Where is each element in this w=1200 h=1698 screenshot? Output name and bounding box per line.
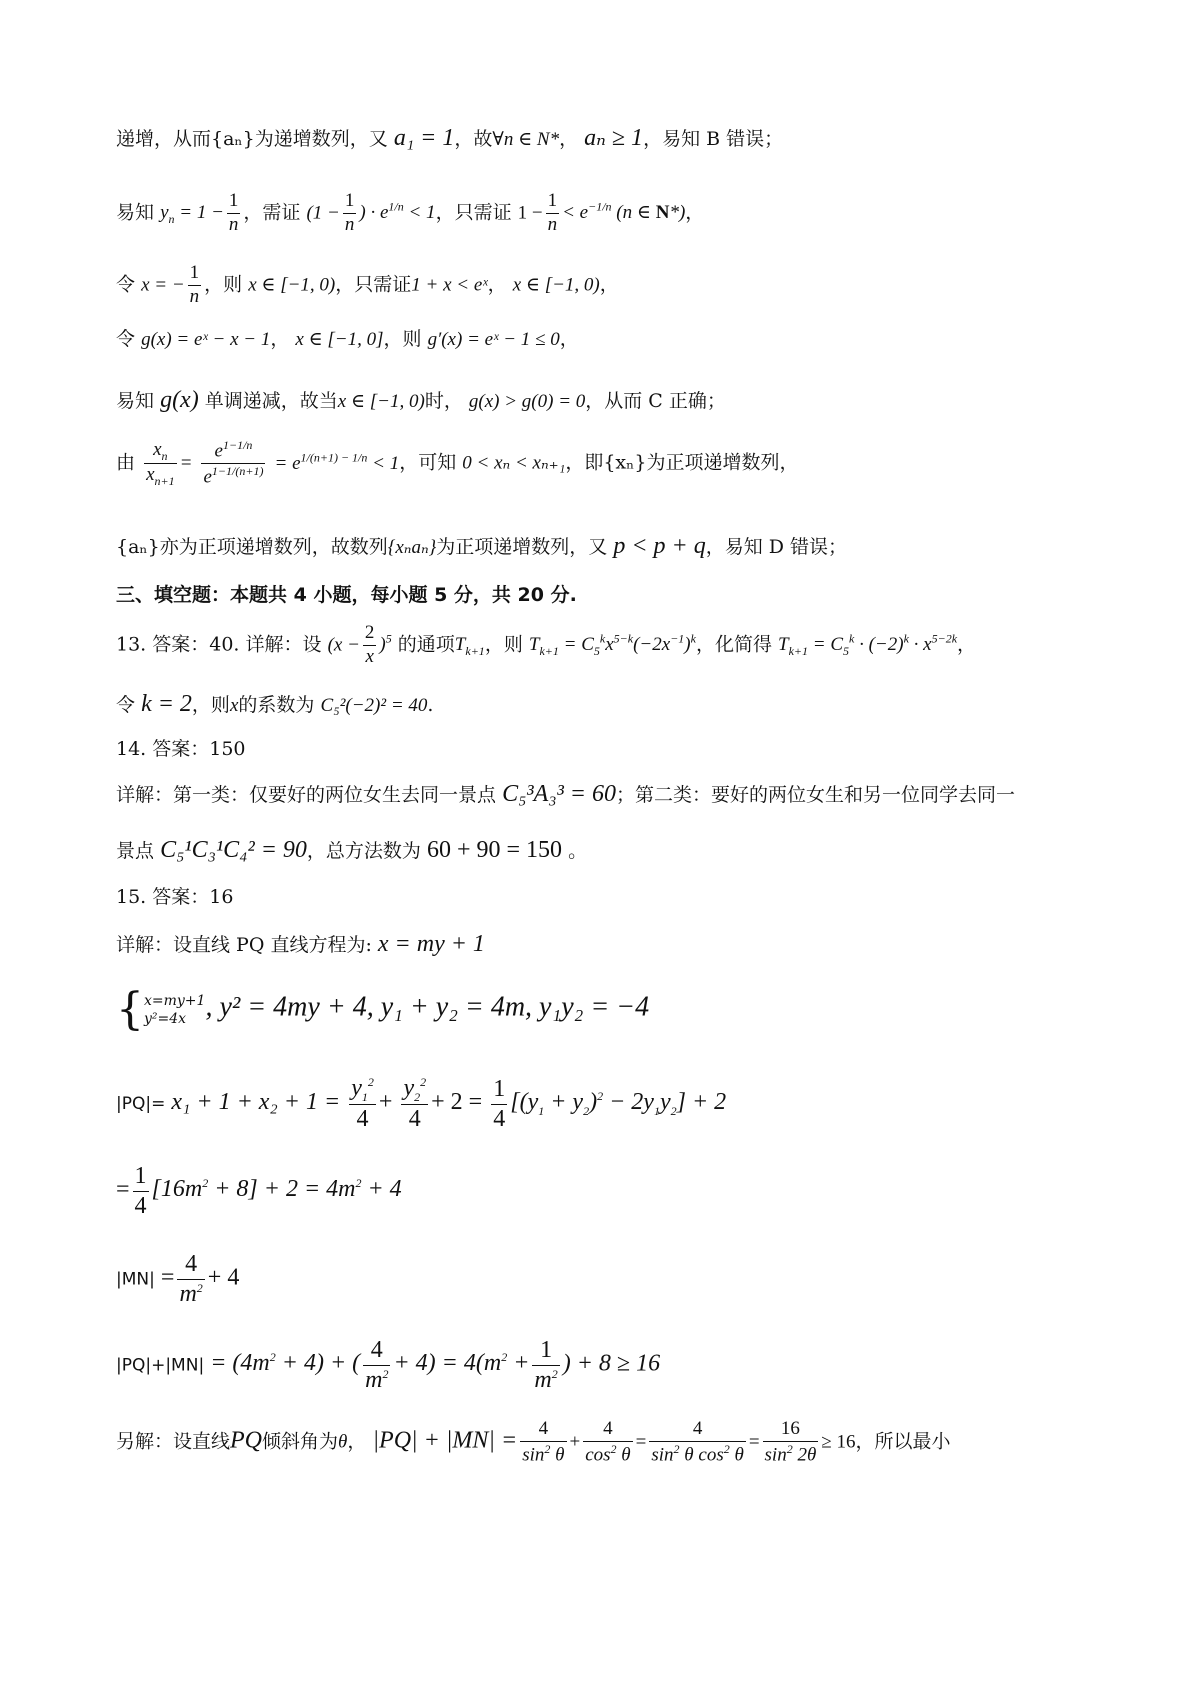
text: 令: [116, 694, 136, 716]
formula-g: g(x) = eˣ − x − 1: [141, 329, 271, 350]
text: ，只需证: [335, 273, 412, 296]
text: 为正项递增数列，: [646, 451, 799, 474]
line-q13-coef: [116, 690, 433, 719]
formula-p-ineq: p < p + q: [613, 533, 706, 559]
fraction: $\frac{1}{n}$: [189, 262, 200, 307]
formula-an-ge-1: aₙ ≥ 1: [584, 125, 644, 151]
text: 的通项: [397, 633, 455, 656]
formula-general-term: $T_{k+1} = C_5^kx^{5-k}(-2x^{-1})^k$: [528, 631, 696, 659]
line-g-monotone: [116, 386, 726, 415]
text: 时，: [424, 390, 463, 412]
formula-line: x = my + 1: [377, 931, 485, 957]
text: 另解：设直线: [116, 1430, 231, 1453]
text: ，: [347, 1430, 367, 1453]
line-q13: 13. 答案：40. 详解：设 (x − $\frac{2}{x}$ )$^5$ 的通项$T_{k+1}$，则 $T_{k+1} = C_5^kx^{5-k}(-2x^{-1})^k$，化简得 $T_{k+1} = C_5^k \cdot (-2)^k \cdot x^{5-2k}$，: [116, 622, 977, 667]
line-conclusion-d: [116, 532, 847, 561]
formula-interval: x ∈ [−1, 0): [337, 391, 425, 412]
fraction: $\frac{2}{x}$: [364, 622, 375, 667]
text: 13. 答案：40. 详解：设: [116, 633, 322, 656]
text: ，: [487, 273, 507, 296]
label-pq-mn: |PQ|+|MN|: [116, 1355, 205, 1376]
line-alternative: 另解：设直线PQ倾斜角为θ， |PQ| + |MN| = $\frac{4}{\sin^2 \theta}$ + $\frac{4}{\cos^2 \theta}$ = $\frac{4}{\sin^2 \theta \cos^2 \theta}$ = $\frac{16}{\sin^2 2\theta}$ ≥ 16，所以最小: [116, 1418, 951, 1466]
text: ，只需证: [435, 201, 512, 224]
text: ，总方法数为: [306, 840, 421, 862]
formula-x-def: x = −: [141, 274, 185, 296]
text: ，可知: [399, 451, 457, 474]
fraction-xn: $\frac{x_n}{x_{n+1}}$: [146, 438, 175, 488]
line-q15-line: [116, 930, 485, 959]
line-q14-total: [116, 836, 587, 865]
text: ，即: [565, 451, 604, 474]
text: ，: [599, 273, 619, 296]
fraction: $\frac{1}{n}$: [547, 190, 558, 235]
formula-a1: a₁ = 1: [393, 125, 455, 151]
formula-exp-ineq: 1 + x < eˣ: [411, 274, 488, 296]
text: ，需证: [243, 201, 301, 224]
formula-coefficient: C₅²(−2)² = 40: [320, 695, 428, 716]
line-yn: 易知 $y_n = 1$ − $\frac{1}{n}$ ，需证 (1 − $\frac{1}{n}$ ) · $e^{1/n} < 1$，只需证 1 − $\frac{1}{n}$ < $e^{-1/n}$ (n ∈ N*)，: [116, 190, 705, 235]
line-sum-bound: $|PQ|+|MN| = (4m^2 + 4)$ + ( $\frac{4}{m^2}$ + $4) = 4(m^2$ + $\frac{1}{m^2}$ ) + 8 ≥ 16: [116, 1337, 661, 1393]
formula-x: x: [229, 695, 239, 716]
formula-interval: x ∈ [−1, 0): [248, 274, 336, 296]
line-q14-answer: 14. 答案：150: [116, 738, 246, 760]
text: 倾斜角为: [262, 1430, 339, 1453]
label-mn: |MN|: [116, 1269, 155, 1290]
text: ，易知 B 错误；: [643, 128, 784, 150]
fraction: $\frac{y_2^2}{4}$: [403, 1075, 427, 1133]
text: 递增，从而: [116, 128, 212, 150]
fraction: $\frac{4}{\cos^2 \theta}$: [585, 1418, 631, 1466]
formula-simplified: $T_{k+1} = C_5^k \cdot (-2)^k \cdot x^{5-2k}$: [778, 631, 958, 659]
line-q15-system: [116, 984, 649, 1037]
formula-case1: C₅³A₃³ = 60: [502, 781, 617, 807]
line-q14-detail: [116, 780, 1015, 809]
formula-g-positive: g(x) > g(0) = 0: [468, 391, 586, 412]
text: 的系数为: [238, 694, 315, 716]
fraction: $\frac{4}{\sin^2 \theta}$: [522, 1418, 565, 1466]
fraction: $\frac{16}{\sin^2 2\theta}$: [764, 1418, 817, 1466]
line-g-def: [116, 328, 579, 352]
text: 为递增数列，又: [254, 128, 388, 150]
text: 景点: [116, 840, 155, 862]
text: ，则: [204, 273, 243, 296]
text: 单调递减，故当: [204, 390, 338, 412]
formula-pq: PQ: [230, 1427, 263, 1454]
formula-term: $T_{k+1}$: [454, 634, 485, 659]
formula-interval: x ∈ [−1, 0]: [295, 329, 384, 350]
text: .: [427, 694, 434, 716]
text: ，则: [191, 694, 230, 716]
text: ，易知 D 错误；: [705, 536, 848, 558]
formula-sum: 60 + 90 = 150: [426, 837, 563, 863]
sequence-a: {aₙ}: [211, 128, 255, 150]
line-monotone-a: [116, 124, 783, 153]
fraction: $\frac{y_1^2}{4}$: [351, 1075, 374, 1133]
fraction: $\frac{1}{n}$: [228, 190, 239, 235]
sequence-x: {xₙ}: [603, 451, 647, 474]
fraction: $\frac{1}{4}$: [134, 1163, 147, 1219]
formula-vieta: , y² = 4my + 4, y₁ + y₂ = 4m, y₁y₂ = −4: [205, 991, 650, 1023]
sequence-xa: {xₙaₙ}: [387, 537, 437, 558]
text: 易知: [116, 390, 155, 412]
formula-xn-ineq: 0 < xₙ < xₙ₊₁: [462, 452, 566, 474]
line-xn-ratio: 由 $\frac{x_n}{x_{n+1}}$ = $\frac{e^{1-1/n}}{e^{1-1/(n+1)}}$ = $e^{1/(n+1) - 1/n} < 1$，可知 0 < xₙ < xₙ₊₁，即{xₙ}为正项递增数列，: [116, 438, 799, 488]
equation-system: x=my+1 y²=4x: [144, 993, 206, 1028]
text: 令: [116, 273, 136, 296]
line-pq-length: |PQ|= x₁ + 1 + x₂ + 1 = $\frac{y_1^2}{4}$ + $\frac{y_2^2}{4}$ + 2 = $\frac{1}{4}$ $[(y_1 + y_2)^2 - 2y_1y_2] + 2$: [116, 1075, 727, 1133]
formula-k: k = 2: [141, 691, 192, 717]
fraction: $\frac{4}{m^2}$: [179, 1251, 203, 1307]
text: 详解：设直线 PQ 直线方程为:: [116, 934, 372, 956]
text: ，则: [484, 633, 523, 656]
text: 由: [116, 451, 136, 474]
brace: {: [116, 984, 144, 1035]
line-q15-answer: 15. 答案：16: [116, 886, 234, 908]
fraction: $\frac{4}{m^2}$: [365, 1337, 389, 1393]
fraction: $\frac{4}{\sin^2 \theta \cos^2 \theta}$: [651, 1418, 744, 1466]
formula-case2: C₅¹C₃¹C₄² = 90: [160, 837, 307, 863]
fraction: $\frac{1}{m^2}$: [534, 1337, 558, 1393]
text: 令: [116, 328, 136, 350]
formula-g: g(x): [160, 387, 199, 413]
sequence-a: {aₙ}: [116, 536, 160, 558]
text: ，: [957, 633, 977, 656]
label-pq: |PQ|=: [116, 1094, 166, 1114]
text: 为正项递增数列，又: [436, 536, 608, 558]
formula-forall: ∀n ∈ N*: [492, 129, 560, 150]
formula-only-prove: 1 −: [517, 202, 543, 224]
fraction-exp: $\frac{e^{1-1/n}}{e^{1-1/(n+1)}}$: [203, 438, 264, 488]
line-mn-length: |MN| = $\frac{4}{m^2}$ + 4: [116, 1251, 240, 1307]
fraction: $\frac{1}{n}$: [344, 190, 355, 235]
text: ，: [559, 128, 579, 150]
formula-g-prime: g′(x) = eˣ − 1 ≤ 0: [427, 329, 560, 350]
text: ，故: [454, 128, 493, 150]
text: ，: [559, 328, 579, 350]
text: 详解：第一类：仅要好的两位女生去同一景点: [116, 784, 497, 806]
text: ，化简得: [695, 633, 772, 656]
line-substitution: [116, 262, 619, 309]
text: ，: [685, 201, 705, 224]
text: ，则: [383, 328, 422, 350]
text: ，从而 C 正确；: [585, 390, 726, 412]
formula-pq-sum: x₁ + 1 + x₂ + 1 =: [171, 1089, 341, 1115]
section-heading: 三、填空题：本题共 4 小题，每小题 5 分，共 20 分.: [116, 584, 577, 606]
text: ，: [270, 328, 290, 350]
formula-theta: θ: [338, 1431, 348, 1453]
text: 亦为正项递增数列，故数列: [159, 536, 388, 558]
text: ；第二类：要好的两位女生和另一位同学去同一: [616, 784, 1016, 806]
line-pq-simplified: = $\frac{1}{4}$ $[16m^2 + 8] + 2 = 4m^2 + 4$: [116, 1163, 402, 1219]
fraction: $\frac{1}{4}$: [493, 1075, 506, 1132]
text: ，所以最小: [855, 1430, 951, 1453]
formula-need-prove: (1 −: [306, 202, 340, 224]
formula-interval: x ∈ [−1, 0): [512, 274, 600, 296]
formula-yn: $y_n = 1$ −: [160, 202, 224, 227]
formula-binomial: (x −: [327, 634, 360, 656]
text: 。: [568, 840, 588, 862]
text: 易知: [116, 201, 155, 224]
